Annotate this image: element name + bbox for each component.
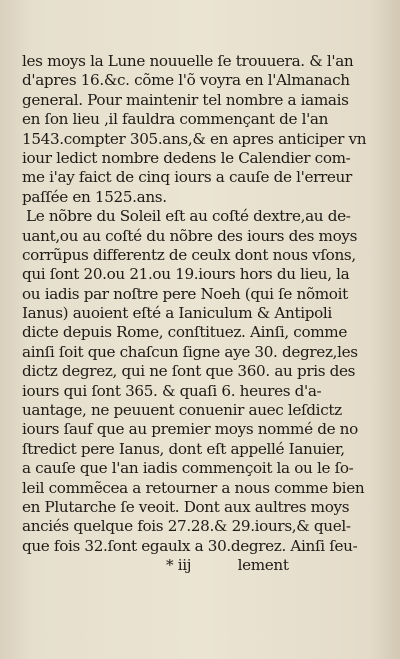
text-line: paſſée en 1525.ans.: [22, 187, 167, 206]
text-line: dicte depuis Rome, conſtituez. Ainſi, comme: [22, 323, 347, 342]
text-line: iour ledict nombre dedens le Calendier com-: [22, 148, 351, 167]
text-line: a cauſe que l'an iadis commençoit la ou le ſo-: [22, 459, 354, 478]
text-line: corrũpus differentz de ceulx dont nous vſons,: [22, 245, 356, 264]
signature-mark: * iij: [166, 556, 192, 575]
text-line: iours ſauf que au premier moys nommé de no: [22, 420, 358, 439]
text-line: ainſi ſoit que chaſcun ſigne aye 30. degrez,les: [22, 342, 358, 361]
text-line: iours qui ſont 365. & quaſi 6. heures d'a-: [22, 381, 322, 400]
text-line: Le nõbre du Soleil eſt au coſté dextre,au de-: [26, 207, 351, 226]
text-line: dictz degrez, qui ne ſont que 360. au pris des: [22, 362, 356, 381]
text-line: Ianus) auoient eſté a Ianiculum & Antipoli: [22, 304, 332, 323]
text-line: en Plutarche ſe veoit. Dont aux aultres moys: [22, 497, 350, 516]
text-line: anciés quelque fois 27.28.& 29.iours,& quel-: [22, 517, 351, 536]
page-text: [22, 52, 384, 576]
text-line: me i'ay faict de cinq iours a cauſe de l'erreur: [22, 168, 352, 187]
text-line: general. Pour maintenir tel nombre a iamais: [22, 90, 349, 109]
text-line: 1543.compter 305.ans,& en apres anticiper vn: [22, 129, 367, 148]
catchword: lement: [237, 556, 289, 575]
text-line: leil commẽcea a retourner a nous comme bien: [22, 478, 365, 497]
text-line: les moys la Lune nouuelle ſe trouuera. & l'an: [22, 52, 354, 70]
footer-line: [22, 556, 384, 575]
text-line: ſtredict pere Ianus, dont eſt appellé Ianuier,: [22, 439, 345, 458]
text-line: en ſon lieu ,il fauldra commençant de l'an: [22, 110, 329, 129]
text-line: que fois 32.ſont egaulx a 30.degrez. Ainſi ſeu-: [22, 536, 358, 555]
text-line: uant,ou au coſté du nõbre des iours des moys: [22, 226, 358, 245]
text-line: uantage, ne peuuent conuenir auec leſdictz: [22, 401, 342, 420]
text-line: qui ſont 20.ou 21.ou 19.iours hors du lieu, la: [22, 265, 350, 284]
text-line: d'apres 16.&c. cõme l'õ voyra en l'Almanach: [22, 71, 350, 90]
text-line: ou iadis par noſtre pere Noeh (qui ſe nõmoit: [22, 284, 348, 303]
